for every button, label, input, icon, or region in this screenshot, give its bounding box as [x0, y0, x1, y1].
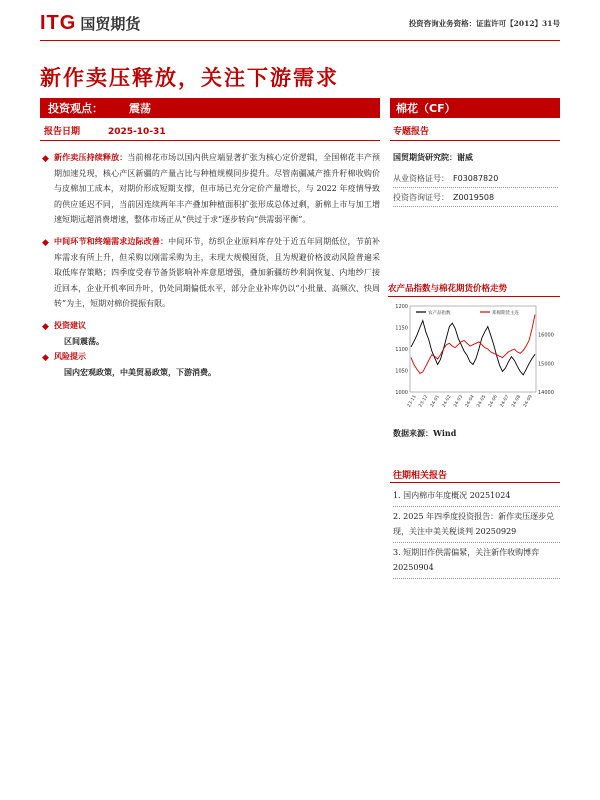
- x-tick-label: 24-06: [488, 394, 499, 409]
- chart-title: 农产品指数与棉花期货价格走势: [388, 284, 508, 294]
- header-divider: [40, 40, 560, 41]
- report-body: [40, 150, 380, 380]
- y-left-tick-label: 1100: [395, 347, 408, 353]
- left-divider: [40, 140, 380, 141]
- risk-heading: [40, 349, 380, 365]
- y-left-tick-label: 1050: [395, 368, 408, 375]
- x-tick-label: 24-08: [511, 394, 523, 409]
- related-reports-divider: [390, 482, 560, 483]
- related-report-item[interactable]: 1. 国内棉市年度概况 20251024: [393, 486, 560, 507]
- x-tick-label: 24-02: [441, 394, 453, 409]
- legend-label: 农产品指数: [428, 311, 451, 316]
- report-date-label: 报告日期: [44, 127, 81, 137]
- analyst-institute: 国贸期货研究院：谢威: [393, 152, 473, 162]
- plot-frame: [410, 306, 536, 392]
- company-logo: [40, 12, 140, 35]
- y-left-tick-label: 1000: [395, 390, 408, 396]
- bullet-icon: ◆: [42, 154, 49, 164]
- paragraph-text: 当前棉花市场以国内供应端显著扩张为核心定价逻辑，全国棉花丰产预期加速兑现，核心产区新疆的产量占比与种植规模同步提升。尽管南疆减产推升籽棉收购价与皮棉加工成本，对期价形成短期支撑，但市场已充分定价产量增长，与 2022 年疫情导致的供应延迟不同，当前因连续两年丰产叠加种植面积扩张形成总体过剩，新棉上市与加工增速短期远超消费增速，整体市场正从“供过于求”逐步转向“供需弱平衡”。: [54, 153, 381, 225]
- paragraph-demand: [40, 234, 380, 312]
- related-report-item[interactable]: 2. 2025 年四季度投资报告：新作卖压逐步兑现，关注中美关税谈判 20250929: [393, 507, 560, 543]
- analyst-row-value: Z0019508: [453, 192, 495, 202]
- x-tick-label: 23-11: [406, 394, 418, 409]
- chart-source: 数据来源：Wind: [393, 428, 457, 438]
- risk-label: 风险提示: [54, 351, 86, 362]
- analyst-row-label: 从业资格证号：: [393, 173, 449, 183]
- bullet-icon: ◆: [42, 321, 49, 332]
- x-tick-label: 24-09: [522, 394, 534, 409]
- related-reports-title: 往期相关报告: [393, 471, 448, 481]
- right-divider: [390, 140, 560, 141]
- bullet-icon: ◆: [42, 353, 49, 364]
- view-bar: [40, 98, 380, 118]
- view-label: 投资观点：: [48, 102, 103, 115]
- paragraph-supply: [40, 150, 380, 228]
- x-tick-label: 23-12: [418, 394, 430, 409]
- analyst-info: [393, 150, 558, 207]
- related-reports-list: [393, 486, 560, 579]
- x-tick-label: 24-03: [453, 394, 465, 409]
- y-left-tick-label: 1200: [395, 304, 408, 310]
- y-right-tick-label: 16000: [538, 332, 554, 339]
- y-right-tick-label: 14000: [538, 390, 554, 396]
- qualification-note: 投资咨询业务资格：证监许可【2012】31号: [408, 19, 560, 28]
- investment-advice-heading: [40, 318, 380, 334]
- investment-advice-label: 投资建议: [54, 319, 86, 330]
- investment-advice-text: 区间震荡。: [64, 335, 104, 346]
- x-tick-label: 24-07: [499, 394, 511, 409]
- view-value: 震荡: [129, 102, 151, 115]
- chart-divider: [388, 296, 560, 297]
- related-report-item[interactable]: 3. 短期旧作供需偏紧，关注新作收购博弈 20250904: [393, 543, 560, 579]
- product-bar: [390, 98, 560, 118]
- product-label: 棉花（CF）: [396, 102, 456, 115]
- x-tick-label: 24-05: [476, 394, 488, 409]
- bullet-icon: ◆: [42, 237, 49, 248]
- analyst-row-value: F03087820: [453, 173, 499, 183]
- risk-text: 国内宏观政策，中美贸易政策，下游消费。: [64, 366, 216, 377]
- report-date: [44, 124, 166, 137]
- x-tick-label: 24-01: [430, 394, 441, 409]
- legend-label: 郑棉期货主连: [492, 311, 519, 316]
- report-title: 新作卖压释放，关注下游需求: [40, 65, 339, 90]
- x-tick-label: 24-04: [464, 394, 476, 409]
- analyst-row-label: 投资咨询证号：: [393, 192, 449, 202]
- price-chart: [388, 300, 560, 425]
- y-left-tick-label: 1150: [395, 325, 408, 332]
- special-report-label: 专题报告: [393, 127, 430, 137]
- report-date-value: 2025-10-31: [108, 127, 166, 137]
- y-right-tick-label: 15000: [538, 361, 554, 368]
- logo-itg-text: ITG: [40, 12, 77, 34]
- paragraph-lead: 新作卖压持续释放：: [54, 152, 128, 162]
- logo-chinese-text: 国贸期货: [80, 15, 141, 33]
- series-line: [411, 321, 535, 375]
- paragraph-text: 中间环节，纺织企业原料库存处于近五年同期低位，节前补库需求有所上升，但采购以刚需采购为主，未现大规模囤货，且为规避价格波动风险普遍采取低库存策略；四季度受春节备货影响补库意愿增强，叠加新疆纺纱利润恢复、内地纱厂接近回本，企业开机率回升叶，仍处同期偏低水平，部分企业补库仍以“小批量、高频次、快周转”为主，短期对棉价提振有限。: [54, 236, 380, 309]
- paragraph-lead: 中间环节和终端需求边际改善：: [54, 235, 169, 246]
- analyst-row: [393, 188, 558, 207]
- analyst-row: [393, 169, 558, 188]
